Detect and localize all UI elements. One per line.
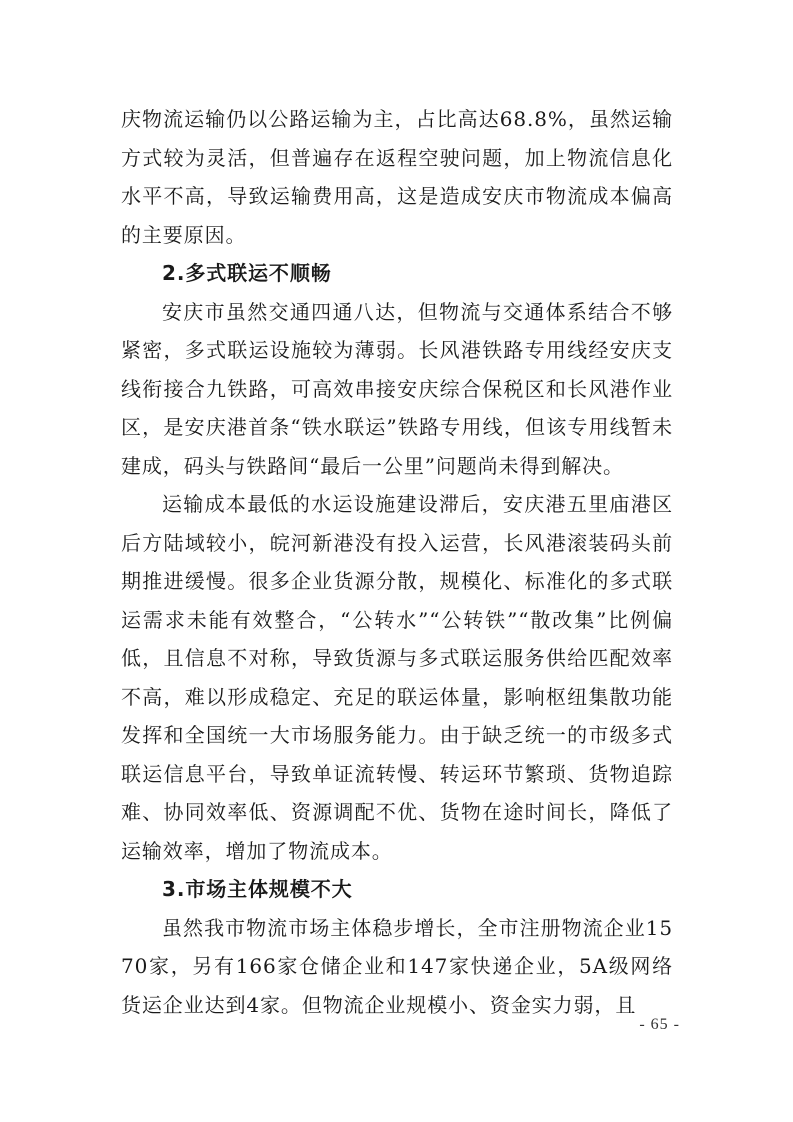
body-text xyxy=(121,100,673,1024)
paragraph-logistics-enterprises: 虽然我市物流市场主体稳步增长，全市注册物流企业1570家，另有166家仓储企业和147家快递企业，5A级网络货运企业达到4家。但物流企业规模小、资金实力弱，且 xyxy=(121,915,673,1017)
paragraph-multimodal-facilities: 安庆市虽然交通四通八达，但物流与交通体系结合不够紧密，多式联运设施较为薄弱。长风港铁路专用线经安庆支线衔接合九铁路，可高效串接安庆综合保税区和长风港作业区，是安庆港首条“铁水联运”铁路专用线，但该专用线暂未建成，码头与铁路间“最后一公里”问题尚未得到解决。 xyxy=(121,299,673,478)
paragraph-continuation: 庆物流运输仍以公路运输为主，占比高达68.8%，虽然运输方式较为灵活，但普遍存在返程空驶问题，加上物流信息化水平不高，导致运输费用高，这是造成安庆市物流成本偏高的主要原因。 xyxy=(121,107,673,247)
page-number: - 65 - xyxy=(639,1016,680,1033)
section-heading-market-entities: 3.市场主体规模不大 xyxy=(162,877,353,901)
paragraph-waterway-transport: 运输成本最低的水运设施建设滞后，安庆港五里庙港区后方陆域较小，皖河新港没有投入运营，长风港滚装码头前期推进缓慢。很多企业货源分散，规模化、标准化的多式联运需求未能有效整合，“公转水”“公转铁”“散改集”比例偏低，且信息不对称，导致货源与多式联运服务供给匹配效率不高，难以形成稳定、充足的联运体量，影响枢纽集散功能发挥和全国统一大市场服务能力。由于缺乏统一的市级多式联运信息平台，导致单证流转慢、转运环节繁琐、货物追踪难、协同效率低、资源调配不优、货物在途时间长，降低了运输效率，增加了物流成本。 xyxy=(121,492,673,863)
section-heading-multimodal: 2.多式联运不顺畅 xyxy=(162,261,332,285)
